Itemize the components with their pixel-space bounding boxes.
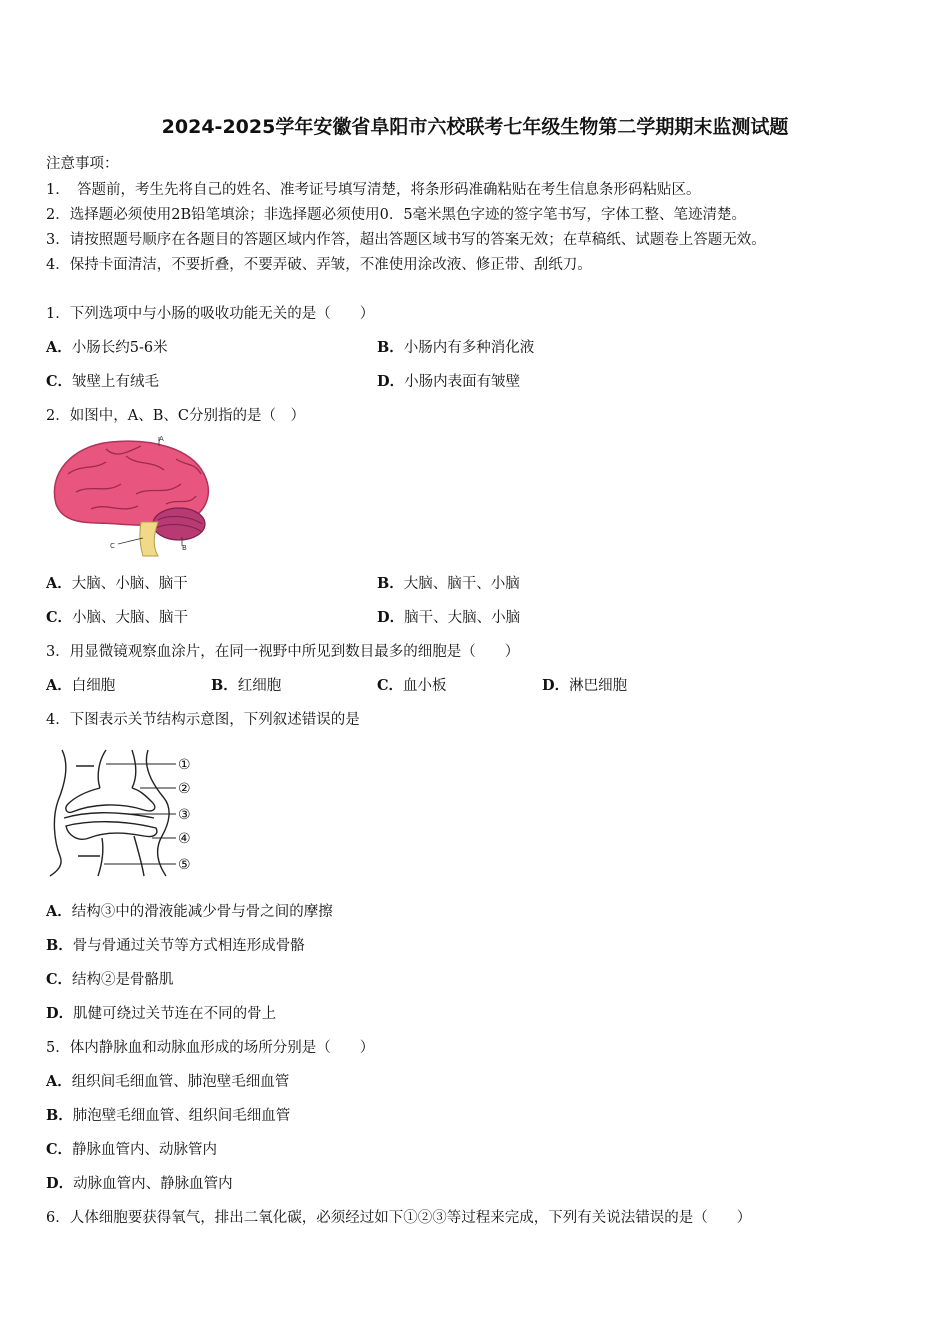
notice-item-2: 2．选择题必须使用2B铅笔填涂；非选择题必须使用0．5毫米黑色字迹的签字笔书写，字体工整、笔迹清楚。: [46, 207, 747, 223]
q2-option-d: D．脑干、大脑、小脑: [377, 609, 521, 626]
brainstem-shape: [140, 522, 158, 556]
q2-option-a: A．大脑、小脑、脑干: [46, 575, 188, 592]
q4-option-a: A．结构③中的滑液能减少骨与骨之间的摩擦: [46, 903, 333, 920]
label-4: ④: [178, 831, 191, 847]
q1-option-c: C．皱壁上有绒毛: [46, 373, 160, 390]
cartilage-hints: [76, 766, 100, 856]
q5-option-a: A．组织间毛细血管、肺泡壁毛细血管: [46, 1073, 290, 1090]
upper-bone-right: [132, 750, 136, 788]
question-1-stem: 1．下列选项中与小肠的吸收功能无关的是（ ）: [46, 306, 375, 322]
joint-figure: [44, 746, 200, 878]
cerebellum-shape: [153, 508, 205, 540]
q4-option-b: B．骨与骨通过关节等方式相连形成骨骼: [46, 937, 305, 954]
q3-option-a: A．白细胞: [46, 677, 116, 694]
upper-bone-left: [98, 750, 106, 788]
q1-option-b: B．小肠内有多种消化液: [377, 339, 535, 356]
label-c-pointer: [118, 538, 143, 544]
lower-bone-left: [98, 838, 103, 876]
q2-option-b: B．大脑、脑干、小脑: [377, 575, 520, 592]
q5-option-b: B．肺泡壁毛细血管、组织间毛细血管: [46, 1107, 291, 1124]
label-5: ⑤: [178, 857, 191, 873]
q5-option-d: D．动脉血管内、静脉血管内: [46, 1175, 233, 1192]
q4-option-d: D．肌健可绕过关节连在不同的骨上: [46, 1005, 277, 1022]
label-c: C: [110, 542, 115, 550]
upper-bone-head: [66, 788, 155, 812]
q2-option-c: C．小脑、大脑、脑干: [46, 609, 189, 626]
question-3-stem: 3．用显微镜观察血涂片，在同一视野中所见到数目最多的细胞是（ ）: [46, 644, 520, 660]
notice-item-3: 3．请按照题号顺序在各题目的答题区域内作答，超出答题区域书写的答案无效；在草稿纸、试题卷上答题无效。: [46, 232, 766, 248]
question-4-stem: 4．下图表示关节结构示意图，下列叙述错误的是: [46, 712, 360, 728]
notice-item-1: 1． 答题前，考生先将自己的姓名、准考证号填写清楚，将条形码准确粘贴在考生信息条形码粘贴区。: [46, 182, 701, 198]
label-1: ①: [178, 757, 191, 773]
q4-option-c: C．结构②是骨骼肌: [46, 971, 174, 988]
notice-heading: 注意事项：: [46, 156, 119, 172]
q3-option-b: B．红细胞: [211, 677, 282, 694]
joint-capsule-left: [50, 750, 66, 876]
joint-capsule-right: [146, 750, 169, 876]
question-6-stem: 6．人体细胞要获得氧气，排出二氧化碳，必须经过如下①②③等过程来完成，下列有关说法错误的是（ ）: [46, 1210, 752, 1226]
label-2: ②: [178, 781, 191, 797]
question-5-stem: 5．体内静脉血和动脉血形成的场所分别是（ ）: [46, 1040, 375, 1056]
q5-option-c: C．静脉血管内、动脉管内: [46, 1141, 218, 1158]
q3-option-d: D．淋巴细胞: [542, 677, 628, 694]
brain-figure: [46, 434, 216, 558]
question-2-stem: 2．如图中，A、B、C分别指的是（ ）: [46, 408, 305, 424]
q1-option-d: D．小肠内表面有皱壁: [377, 373, 521, 390]
label-b: B: [182, 544, 187, 552]
q1-option-a: A．小肠长约5-6米: [46, 339, 168, 356]
lower-bone-head: [66, 822, 157, 840]
label-a: A: [159, 435, 164, 443]
lower-bone-right: [134, 836, 144, 876]
q3-option-c: C．血小板: [377, 677, 447, 694]
page-title: 2024-2025学年安徽省阜阳市六校联考七年级生物第二学期期末监测试题: [161, 116, 789, 138]
notice-item-4: 4．保持卡面清洁，不要折叠，不要弄破、弄皱，不准使用涂改液、修正带、刮纸刀。: [46, 257, 592, 273]
label-3: ③: [178, 807, 191, 823]
